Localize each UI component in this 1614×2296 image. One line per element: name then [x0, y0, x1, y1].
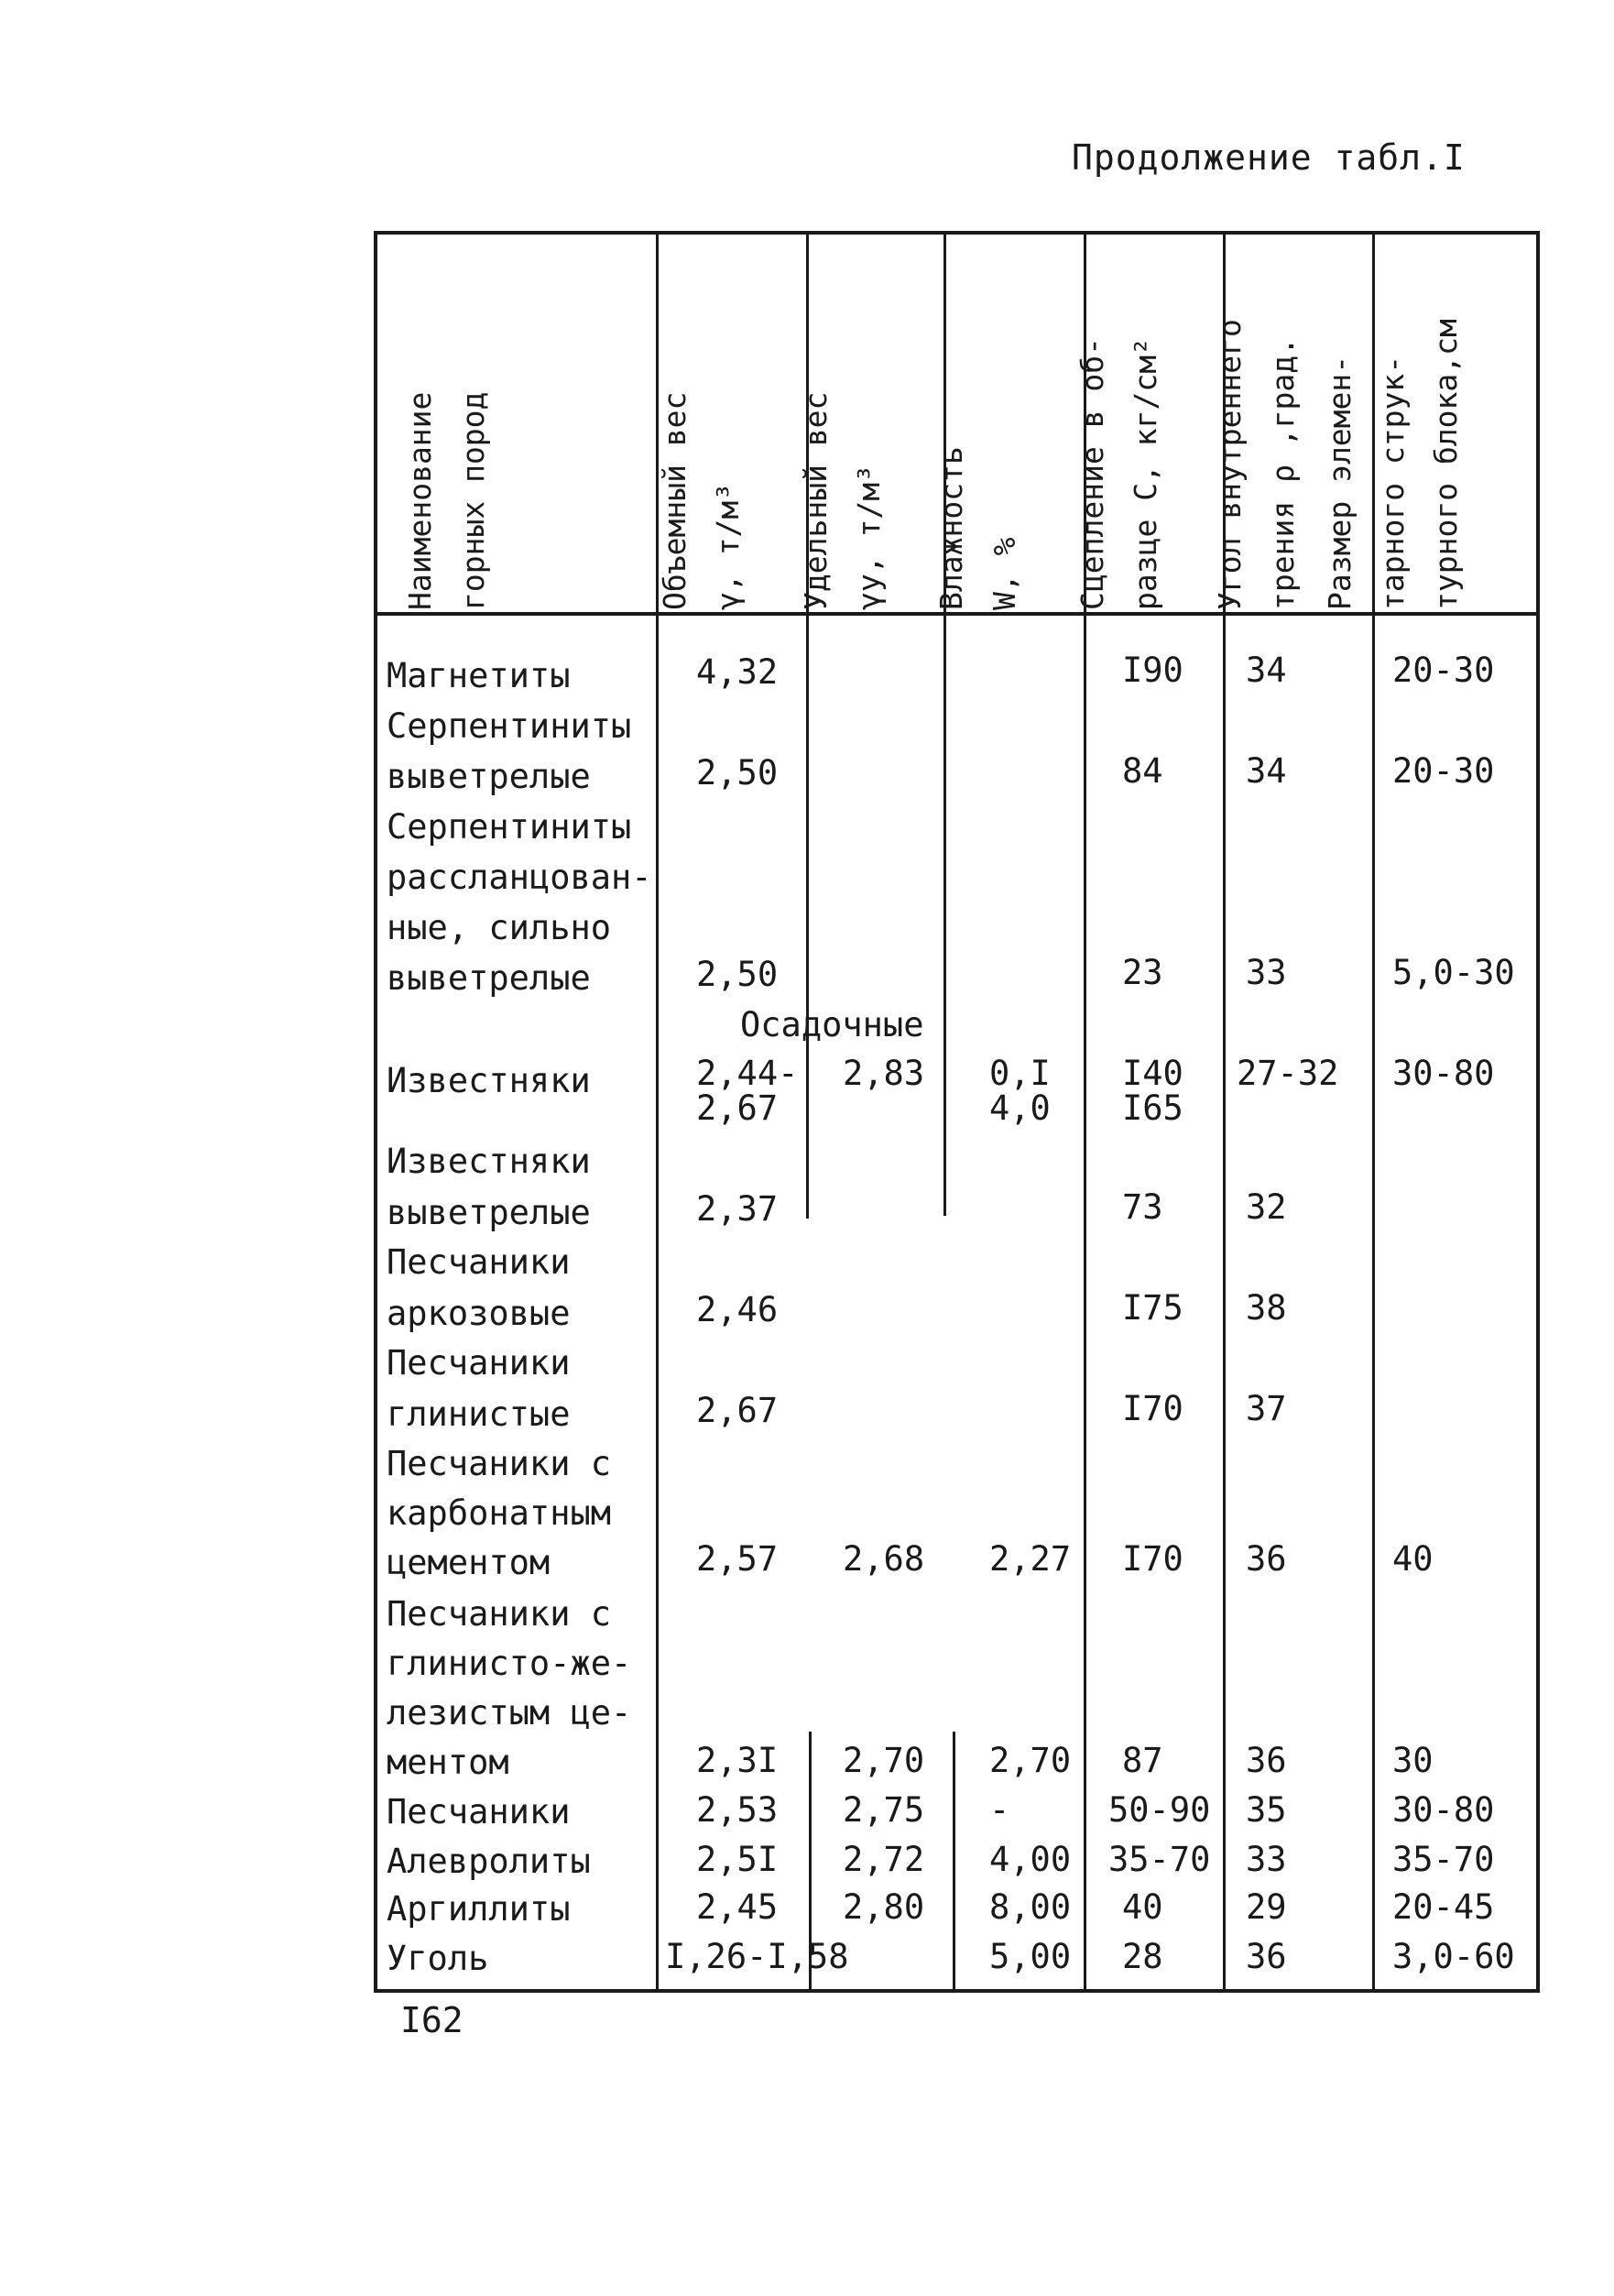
row-name-line: Песчаники [387, 1242, 571, 1282]
cell-moisture: 8,00 [989, 1887, 1072, 1927]
cell-cohesion: I75 [1122, 1288, 1183, 1328]
row-name-line: Серпентиниты [387, 706, 632, 746]
header-friction-angle: Угол внутреннего трения ρ ,град. [1212, 319, 1301, 610]
row-name-line: Песчаники [387, 1343, 571, 1383]
header-block-size: Размер элемен- тарного струк- турного блока,см [1322, 319, 1464, 610]
cell-bulk-density: 2,45 [696, 1887, 779, 1927]
cell-block-size: 35-70 [1392, 1840, 1495, 1879]
cell-friction-angle: 32 [1246, 1187, 1287, 1227]
cell-cohesion: I40 [1122, 1054, 1183, 1093]
header-rock-name: Наименование горных пород [402, 391, 491, 610]
cell-cohesion: I70 [1122, 1389, 1183, 1428]
cell-bulk-density: 2,3I [696, 1741, 779, 1780]
cell-specific-gravity: 2,72 [843, 1840, 925, 1879]
cell-moisture: 2,27 [989, 1539, 1072, 1579]
cell-moisture: 5,00 [989, 1937, 1072, 1976]
row-name-line: ментом [387, 1743, 509, 1782]
cell-cohesion: 84 [1122, 751, 1163, 791]
row-name-line: Магнетиты [387, 656, 571, 695]
cell-cohesion: I70 [1122, 1539, 1183, 1579]
cell-friction-angle: 34 [1246, 651, 1287, 690]
cell-moisture: 0,I [989, 1054, 1051, 1093]
cell-specific-gravity: 2,83 [843, 1054, 925, 1093]
row-name-line: Песчаники с [387, 1594, 612, 1634]
row-name-line: Песчаники [387, 1792, 571, 1831]
cell-moisture: 4,00 [989, 1840, 1072, 1879]
row-name-line: глинисто-же- [387, 1644, 632, 1683]
cell-friction-angle: 34 [1246, 751, 1287, 791]
cell-friction-angle: 27-32 [1237, 1054, 1339, 1093]
header-cohesion: Сцепление в об- разце С, кг/см² [1074, 336, 1163, 610]
col-divider-2 [806, 231, 809, 1219]
cell-bulk-density: 2,37 [696, 1189, 779, 1229]
row-name-line: Уголь [387, 1939, 489, 1978]
cell-specific-gravity: 2,80 [843, 1887, 925, 1927]
cell-cohesion: I65 [1122, 1088, 1183, 1128]
row-name-line: Известняки [387, 1142, 591, 1181]
row-name-line: выветрелые [387, 757, 591, 796]
cell-cohesion: 35-70 [1108, 1840, 1211, 1879]
cell-friction-angle: 36 [1246, 1937, 1287, 1976]
cell-bulk-density: I,26-I,58 [665, 1937, 849, 1976]
table-caption: Продолжение табл.I [1072, 137, 1466, 178]
cell-block-size: 20-30 [1392, 651, 1495, 690]
cell-cohesion: 28 [1122, 1937, 1163, 1976]
row-name-line: рассланцован- [387, 858, 652, 897]
row-name-line: Серпентиниты [387, 807, 632, 847]
cell-cohesion: 40 [1122, 1887, 1163, 1927]
cell-bulk-density: 2,46 [696, 1290, 779, 1329]
row-name-line: аркозовые [387, 1294, 571, 1333]
header-specific-gravity: Удельный вес γу, т/м³ [798, 391, 887, 610]
cell-moisture: 2,70 [989, 1741, 1072, 1780]
cell-friction-angle: 38 [1246, 1288, 1287, 1328]
cell-cohesion: 23 [1122, 953, 1163, 992]
cell-bulk-density: 2,53 [696, 1790, 779, 1830]
cell-moisture: - [989, 1790, 1010, 1830]
cell-cohesion: 50-90 [1108, 1790, 1211, 1830]
row-name-line: Известняки [387, 1061, 591, 1100]
row-name-line: цементом [387, 1543, 551, 1582]
cell-specific-gravity: 2,70 [843, 1741, 925, 1780]
cell-bulk-density: 4,32 [696, 652, 779, 692]
row-name-line: Аргиллиты [387, 1889, 571, 1929]
cell-friction-angle: 37 [1246, 1389, 1287, 1428]
cell-friction-angle: 36 [1246, 1741, 1287, 1780]
col-divider-3 [943, 231, 946, 1216]
row-name-line: ные, сильно [387, 908, 612, 947]
row-name-line: выветрелые [387, 1193, 591, 1232]
cell-specific-gravity: 2,68 [843, 1539, 925, 1579]
col-divider-3b [953, 1732, 955, 1993]
cell-block-size: 20-45 [1392, 1887, 1495, 1927]
cell-block-size: 30-80 [1392, 1790, 1495, 1830]
cell-cohesion: I90 [1122, 651, 1183, 690]
cell-bulk-density: 2,50 [696, 955, 779, 994]
row-name-line: Алевролиты [387, 1842, 591, 1881]
cell-bulk-density: 2,57 [696, 1539, 779, 1579]
cell-block-size: 3,0-60 [1392, 1937, 1515, 1976]
header-bulk-density: Объемный вес γ, т/м³ [657, 391, 746, 610]
cell-cohesion: 73 [1122, 1187, 1163, 1227]
cell-block-size: 30 [1392, 1741, 1434, 1780]
cell-friction-angle: 29 [1246, 1887, 1287, 1927]
cell-friction-angle: 33 [1246, 1840, 1287, 1879]
row-name-line: карбонатным [387, 1493, 612, 1533]
cell-friction-angle: 35 [1246, 1790, 1287, 1830]
cell-moisture: 4,0 [989, 1088, 1051, 1128]
row-name-line: Песчаники с [387, 1444, 612, 1483]
page-number: I62 [400, 2000, 463, 2040]
row-name-line: выветрелые [387, 958, 591, 998]
header-moisture: Влажность W, % [933, 446, 1022, 610]
cell-bulk-density: 2,67 [696, 1391, 779, 1430]
cell-block-size: 5,0-30 [1392, 953, 1515, 992]
cell-cohesion: 87 [1122, 1741, 1163, 1780]
row-name-line: лезистым це- [387, 1693, 632, 1733]
section-label: Осадочные [740, 1005, 924, 1044]
cell-bulk-density: 2,50 [696, 753, 779, 793]
row-name-line: глинистые [387, 1394, 571, 1434]
cell-bulk-density: 2,44- [696, 1054, 799, 1093]
cell-friction-angle: 36 [1246, 1539, 1287, 1579]
cell-bulk-density: 2,5I [696, 1840, 779, 1879]
cell-block-size: 30-80 [1392, 1054, 1495, 1093]
header-divider [374, 612, 1540, 616]
cell-block-size: 20-30 [1392, 751, 1495, 791]
cell-specific-gravity: 2,75 [843, 1790, 925, 1830]
cell-friction-angle: 33 [1246, 953, 1287, 992]
cell-block-size: 40 [1392, 1539, 1434, 1579]
cell-bulk-density: 2,67 [696, 1088, 779, 1128]
